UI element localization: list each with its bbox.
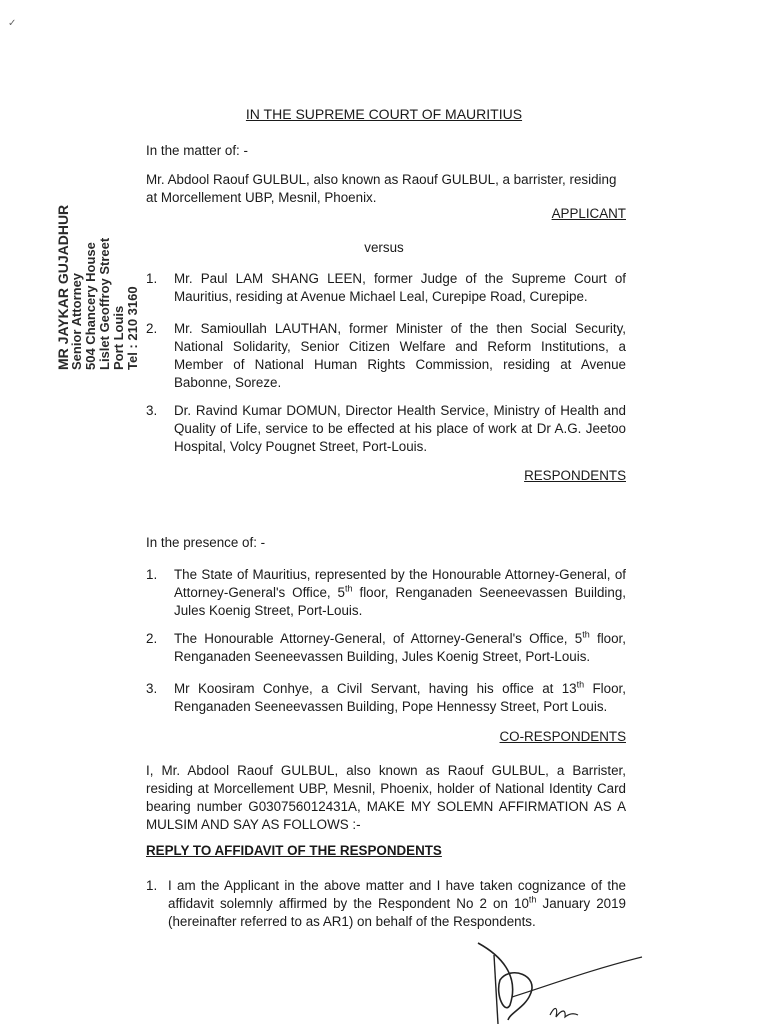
item-number: 3.: [146, 403, 158, 418]
item-number: 1.: [146, 878, 158, 893]
applicant-description-line2: at Morcellement UBP, Mesnil, Phoenix.: [146, 190, 377, 205]
item-number: 2.: [146, 321, 158, 336]
signature-image: [470, 935, 650, 1024]
item-text: I am the Applicant in the above matter and I have taken cognizance of the affidavit solemnly affirmed by the Respondent No 2 on 10th January 2019 (hereinafter referred to as AR1) on behalf of the Respondents.: [168, 878, 627, 929]
item-number: 1.: [146, 567, 158, 582]
item-number: 2.: [146, 631, 158, 646]
co-respondent-item: [146, 566, 626, 620]
numbered-paragraph: [146, 877, 626, 931]
stamp-line: Lislet Geoffroy Street: [97, 237, 112, 370]
versus-label: versus: [364, 240, 404, 255]
respondent-item: [146, 270, 626, 306]
co-respondent-item: [146, 680, 626, 716]
matter-intro: In the matter of: -: [146, 143, 248, 158]
co-respondents-label: CO-RESPONDENTS: [499, 729, 626, 744]
item-number: 3.: [146, 681, 158, 696]
respondents-label: RESPONDENTS: [524, 468, 626, 483]
item-text: Mr. Paul LAM SHANG LEEN, former Judge of the Supreme Court of Mauritius, residing at Avenue Michael Leal, Curepipe Road, Curepipe.: [174, 271, 626, 304]
applicant-label: APPLICANT: [551, 206, 626, 221]
stamp-line: MR JAYKAR GUJADHUR: [55, 204, 71, 370]
stamp-line: 504 Chancery House: [83, 242, 98, 370]
attorney-stamp: [56, 205, 140, 370]
respondent-item: [146, 402, 626, 456]
co-respondent-item: [146, 630, 626, 666]
item-number: 1.: [146, 271, 158, 286]
applicant-description: [146, 171, 626, 207]
applicant-description-line1: Mr. Abdool Raouf GULBUL, also known as Raouf GULBUL, a barrister, residing: [146, 172, 617, 187]
stamp-line: Senior Attorney: [69, 272, 84, 370]
affirmation-paragraph: I, Mr. Abdool Raouf GULBUL, also known as Raouf GULBUL, a Barrister, residing at Morcellement UBP, Mesnil, Phoenix, holder of National Identity Card bearing number G030756012431A, MAKE MY SOLEMN AFFIRMATION AS A MULSIM AND SAY AS FOLLOWS :-: [146, 763, 626, 832]
item-text: The State of Mauritius, represented by the Honourable Attorney-General, of Attorney-General's Office, 5th floor, Renganaden Seeneevassen Building, Jules Koenig Street, Port-Louis.: [174, 567, 626, 618]
item-text: Mr. Samioullah LAUTHAN, former Minister of the then Social Security, National Solidarity, Senior Citizen Welfare and Reform Institutions, a Member of National Human Rights Commission, residing at Avenue Babonne, Soreze.: [174, 321, 626, 390]
item-text: Dr. Ravind Kumar DOMUN, Director Health Service, Ministry of Health and Quality of Life, service to be effected at his place of work at Dr A.G. Jeetoo Hospital, Volcy Pougnet Street, Port-Louis.: [174, 403, 626, 454]
presence-intro: In the presence of: -: [146, 535, 266, 550]
court-title: IN THE SUPREME COURT OF MAURITIUS: [245, 106, 523, 122]
stamp-line: Port Louis: [111, 305, 126, 370]
stamp-line: Tel : 210 3160: [125, 286, 140, 370]
item-text: Mr Koosiram Conhye, a Civil Servant, having his office at 13th Floor, Renganaden Seeneevassen Building, Pope Hennessy Street, Port Louis.: [174, 679, 626, 714]
respondent-item: [146, 320, 626, 392]
section-heading: REPLY TO AFFIDAVIT OF THE RESPONDENTS: [146, 843, 442, 858]
item-text: The Honourable Attorney-General, of Attorney-General's Office, 5th floor, Renganaden Seeneevassen Building, Jules Koenig Street, Port-Louis.: [174, 629, 626, 664]
scan-mark: ✓: [8, 18, 17, 29]
